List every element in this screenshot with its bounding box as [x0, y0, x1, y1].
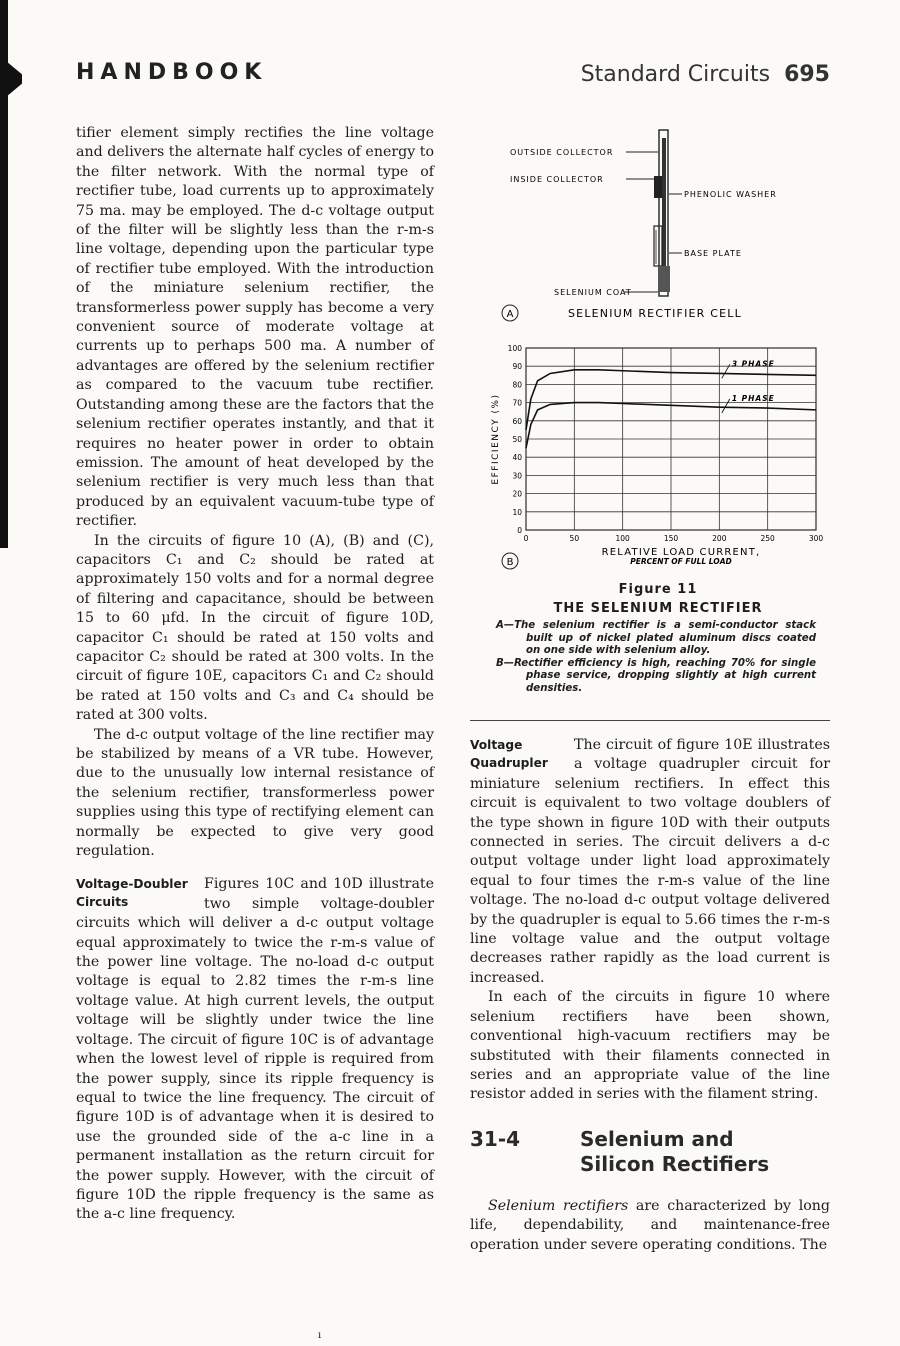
- running-head-right: [581, 62, 830, 87]
- y-tick-label: 100: [507, 344, 522, 353]
- y-tick-label: 10: [512, 507, 522, 517]
- paragraph-text: are characterized by long life, dependability, and maintenance-free operation under severe operating conditions. The: [470, 1197, 831, 1253]
- running-head-title: Standard Circuits: [580, 62, 771, 87]
- x-tick-label: 100: [615, 534, 630, 543]
- label-phenolic-washer: PHENOLIC WASHER: [684, 190, 777, 199]
- paragraph: Figures 10C and 10D illustrate two simple voltage-doubler circuits which will deliver a d-c output voltage equal approximately to twice the r-m-s value of the power line voltage. The no-load d-c output voltage is equal to 2.82 times the r-m-s line voltage value. At high current levels, the output voltage will be slightly under twice the line voltage. The circuit of figure 10C is of advantage when the lowest level of ripple is required from the power supply, since its ripple frequency is equal to twice the line frequency. The circuit of figure 10D is of advantage when it is desired to use the grounded side of the a-c line in a permanent installation as the return circuit for the power supply. However, with the circuit of figure 10D the ripple frequency is the same as the a-c line frequency.: [76, 876, 434, 1223]
- panel-a-title: SELENIUM RECTIFIER CELL: [568, 307, 742, 320]
- footer-mark: ı: [318, 1330, 322, 1341]
- x-tick-label: 300: [808, 534, 824, 543]
- section-number: 31-4: [470, 1126, 521, 1151]
- x-tick-label: 250: [760, 534, 775, 543]
- label-base-plate: BASE PLATE: [684, 249, 742, 258]
- left-column: [76, 124, 434, 1225]
- paragraph: [470, 1197, 830, 1255]
- caption-b: B—Rectifier efficiency is high, reaching 70% for single phase service, dropping slightly at high current densities.: [496, 657, 816, 694]
- x-axis-label: RELATIVE LOAD CURRENT,: [601, 547, 761, 558]
- running-head-left: HANDBOOK: [76, 60, 268, 85]
- figure-caption: [496, 620, 816, 696]
- paragraph: The circuit of figure 10E illustrates a voltage quadrupler circuit for miniature selenium rectifiers. In effect this circuit is equivalent to two voltage doublers of the type shown in figure 10D with their outputs connected in series. The circuit delivers a d-c output voltage under light load approximately equal to four times the r-m-s value of the line voltage. The no-load d-c output voltage delivered by the quadrupler is equal to 5.66 times the r-m-s line voltage value and the output voltage decreases rather rapidly as the load current is increased.: [470, 737, 830, 986]
- selenium-coat-block: [658, 266, 670, 292]
- section-heading: [470, 1127, 830, 1177]
- side-head-line: Voltage: [470, 738, 523, 752]
- y-tick-label: 0: [517, 526, 522, 535]
- y-tick-label: 30: [512, 471, 522, 481]
- figure-rule: [470, 720, 830, 721]
- label-inside-collector: INSIDE COLLECTOR: [510, 175, 604, 184]
- y-tick-label: 60: [512, 416, 522, 426]
- figure-11: [486, 116, 830, 726]
- inside-collector-block: [654, 176, 662, 198]
- side-head-voltage-doubler: [76, 875, 204, 911]
- side-head-voltage-quadrupler: [470, 736, 574, 772]
- x-tick-label: 150: [663, 534, 679, 543]
- right-column: [470, 736, 830, 1255]
- x-tick-label: 50: [569, 534, 580, 543]
- figure-number: Figure 11: [618, 582, 698, 597]
- paragraph: In each of the circuits in figure 10 where selenium rectifiers have been shown, conventional high-vacuum rectifiers may be substituted with their filaments connected in series and an appropriate value of the line resistor added in series with the filament string.: [470, 989, 830, 1103]
- section-title: [580, 1127, 769, 1177]
- x-axis-sublabel: PERCENT OF FULL LOAD: [630, 557, 732, 566]
- side-head-block: [470, 736, 830, 988]
- panel-a-marker: A: [506, 309, 514, 320]
- paragraph: In the circuits of figure 10 (A), (B) and (C), capacitors C₁ and C₂ should be rated at approximately 150 volts and for a normal degree of filtering and capacitance, should be between 15 to 60 μfd. In the circuit of figure 10D, capacitor C₁ should be rated at 150 volts and capacitor C₂ should be rated at 300 volts. In the circuit of figure 10E, capacitors C₁ and C₂ should be rated at 150 volts and C₃ and C₄ should be rated at 300 volts.: [76, 532, 434, 724]
- figure-11-drawing: [486, 116, 830, 582]
- selenium-cell-diagram: [502, 130, 777, 321]
- side-head-line: Circuits: [76, 895, 129, 910]
- label-selenium-coat: SELENIUM COAT: [554, 288, 632, 297]
- y-axis-label: EFFICIENCY (%): [491, 393, 501, 485]
- y-tick-label: 80: [512, 380, 522, 390]
- y-tick-label: 50: [512, 435, 522, 444]
- y-tick-label: 70: [512, 398, 522, 408]
- paragraph: The d-c output voltage of the line rectifier may be stabilized by means of a VR tube. However, due to the unusually low internal resistance of the selenium rectifier, transformerless power supplies using this type of rectifying element can normally be expected to give very good regulation.: [76, 726, 434, 860]
- side-head-line: Quadrupler: [470, 756, 548, 770]
- y-tick-label: 40: [512, 453, 522, 463]
- label-outside-collector: OUTSIDE COLLECTOR: [510, 148, 614, 157]
- paragraph: tifier element simply rectifies the line voltage and delivers the alternate half cycles of energy to the filter network. With the normal type of rectifier tube, load currents up to approximately 75 ma. may be employed. The d-c voltage output of the filter will be slightly less than the r-m-s line voltage, depending upon the particular type of rectifier tube employed. With the introduction of the miniature selenium rectifier, the transformerless power supply has become a very convenient source of moderate voltage at currents up to perhaps 500 ma. A number of advantages are offered by the selenium rectifier as compared to the vacuum tube rectifier. Outstanding among these are the factors that the selenium rectifier operates instantly, and that it requires no heater power in order to obtain emission. The amount of heat developed by the selenium rectifier is very much less than that produced by an equivalent vacuum-tube type of rectifier.: [76, 125, 434, 530]
- y-tick-label: 90: [512, 362, 522, 372]
- series-label: 1 PHASE: [731, 393, 775, 403]
- series-label: 3 PHASE: [731, 359, 775, 369]
- efficiency-chart: [491, 344, 823, 566]
- section-title-line: Silicon Rectifiers: [580, 1151, 770, 1176]
- x-tick-label: 200: [712, 534, 727, 543]
- series-label-leader: [722, 399, 730, 413]
- figure-title: THE SELENIUM RECTIFIER: [553, 601, 763, 616]
- section-title-line: Selenium and: [580, 1126, 734, 1151]
- page-number: 695: [784, 62, 830, 87]
- panel-b-marker: B: [506, 557, 514, 568]
- page-binding-notch: [0, 56, 22, 102]
- side-head-block: [76, 875, 434, 1224]
- caption-a: A—The selenium rectifier is a semi-conductor stack built up of nickel plated aluminum discs coated on one side with selenium alloy.: [496, 620, 816, 657]
- base-plate-block: [654, 226, 662, 266]
- y-tick-label: 20: [512, 489, 522, 499]
- italic-term: Selenium rectifiers: [488, 1197, 629, 1214]
- x-tick-label: 0: [523, 534, 529, 543]
- side-head-line: Voltage-Doubler: [76, 877, 188, 892]
